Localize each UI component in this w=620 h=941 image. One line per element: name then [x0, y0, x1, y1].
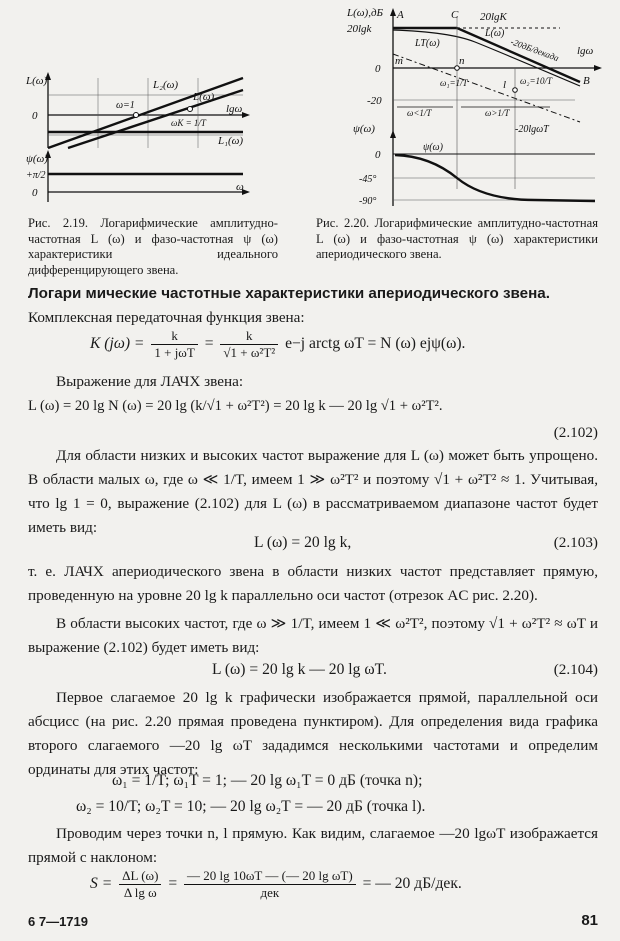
axis-L-db: L(ω),дБ: [347, 7, 384, 19]
eq-S-f1-num: ΔL (ω): [119, 868, 161, 885]
eq-2103: L (ω) = 20 lg k,: [254, 534, 352, 551]
eq-2104: L (ω) = 20 lg k — 20 lg ωT.: [212, 661, 387, 678]
p-first: Первое слагаемое 20 lg k графически изображается прямой, параллельной оси абсцисс (на рис. 2.20 прямая проведена пунктиром). Для определения вида графика второго слагаемого —20 lg ωT зададимся несколькими частотами и определим ординаты для этих частот:: [28, 689, 598, 778]
eq-K-f2-den: √1 + ω²T²: [223, 345, 276, 360]
label-B: B: [583, 75, 590, 87]
label-w1: ω₁=1/T: [440, 78, 468, 88]
axis-psi: ψ(ω): [353, 123, 375, 135]
zero-bottom: 0: [32, 187, 38, 199]
label-n: n: [459, 55, 465, 67]
eq-2102: L (ω) = 20 lg N (ω) = 20 lg (k/√1 + ω²T²) = 20 lg k — 20 lg √1 + ω²T².: [28, 398, 443, 414]
label-L1: L₁(ω): [218, 135, 244, 147]
eqno-2102: (2.102): [553, 424, 598, 441]
footer-signature: 6 7—1719: [28, 914, 88, 929]
axis-L-label: L(ω): [26, 75, 48, 87]
page-number: 81: [581, 912, 598, 929]
label-l: l: [503, 79, 507, 91]
eq-w1: ω₁ = 1/T; ω₁T = 1; — 20 lg ω₁T = 0 дБ (точка n);: [112, 772, 423, 789]
caption-fig-2-19: Рис. 2.19. Логарифмические амплитудно-частотная L (ω) и фазо-частотная ψ (ω) характеристики идеального дифференцирующего звена.: [28, 216, 278, 277]
eqno-2103: (2.103): [553, 534, 598, 551]
label-psi-curve: ψ(ω): [423, 142, 443, 153]
label-m: m: [395, 55, 403, 67]
eq-K-f1-den: 1 + jωT: [154, 345, 195, 360]
section-heading-bold: Логари мические частотные характеристики апериодического звена.: [28, 285, 550, 302]
tick-m90: -90°: [359, 196, 377, 207]
tick-m45: -45°: [359, 174, 377, 185]
figure-2-19: [28, 70, 278, 210]
eq-slope: S = $\frac{\Delta L (\omega)}{\text{Δ lg ω}}$ = $\frac{\text{— 20 lg 10ωT — (— 20 lg ωT)}}{\text{дек}}$ = — 20 дБ/дек.: [90, 868, 462, 900]
label-Lw: L(ω): [485, 28, 505, 39]
eq-w2: ω₂ = 10/T; ω₂T = 10; — 20 lg ω₂T = — 20 дБ (точка l).: [76, 798, 426, 815]
label-LT: LT(ω): [415, 38, 440, 49]
label-L: L(ω): [193, 91, 215, 103]
caption-fig-2-20: Рис. 2.20. Логарифмические амплитудно-частотная L (ω) и фазо-частотная ψ (ω) характеристики апериодического звена.: [316, 216, 598, 261]
label-wgt: ω>1/T: [485, 108, 510, 118]
eq-K-f2-num: k: [220, 328, 278, 345]
tick-0: 0: [375, 63, 381, 75]
label-w2: ω₂=10/T: [520, 76, 553, 86]
section-heading: [28, 282, 598, 330]
p-through: Проводим через точки n, l прямую. Как видим, слагаемое —20 lgωT изображается прямой с наклоном:: [28, 825, 598, 866]
label-slope: -20дБ/декада: [509, 36, 561, 64]
label-20lgK-top: 20lgK: [480, 11, 507, 23]
tick-m20: -20: [367, 95, 382, 107]
label-wlt: ω<1/T: [407, 108, 432, 118]
label-omega1: ω=1: [116, 100, 135, 111]
eq-K-left: K (jω) =: [90, 335, 145, 353]
section-heading-tail: Комплексная передаточная функция звена:: [28, 309, 305, 326]
eq-transfer: K (jω) = $\frac{k}{\text{1 + jωT}}$ = $\frac{k}{\text{√1 + ω²T²}}$ e−j arctg ωT = N (ω) ejψ(ω).: [90, 328, 466, 360]
label-omegaK: ωK = 1/T: [171, 118, 206, 128]
eq-S-right: = — 20 дБ/дек.: [362, 875, 462, 893]
label-A: A: [397, 9, 404, 21]
p-lachx: Выражение для ЛАЧХ звена:: [56, 373, 244, 390]
figure-2-20: [345, 4, 610, 212]
p-simplify: Для области низких и высоких частот выражение для L (ω) может быть упрощено. В области малых ω, где ω ≪ 1/T, имеем 1 ≫ ω²T² и поэтому √1 + ω²T² ≈ 1. Учитывая, что lg 1 = 0, выражение (2.102) для L (ω) в рассматриваемом диапазоне частот будет иметь вид:: [28, 447, 598, 536]
eq-S-f1-den: Δ lg ω: [123, 885, 157, 900]
axis-psi-label: ψ(ω): [26, 153, 48, 165]
eq-S-f2-den: дек: [260, 885, 280, 900]
eq-K-f1-num: k: [151, 328, 197, 345]
eqno-2104: (2.104): [553, 661, 598, 678]
eq-S-left: S =: [90, 875, 113, 893]
label-omega-bottom: ω: [236, 181, 244, 193]
label-C: C: [451, 9, 459, 21]
label-L2: L₂(ω): [153, 79, 179, 91]
zero-top: 0: [32, 110, 38, 122]
tick-psi0: 0: [375, 149, 381, 161]
label-lgw: lgω: [226, 103, 243, 115]
label-20lgwT: -20lgωT: [515, 124, 549, 135]
pi-half-label: +π/2: [26, 170, 46, 181]
eq-S-f2-num: — 20 lg 10ωT — (— 20 lg ωT): [184, 868, 356, 885]
p-low: т. е. ЛАЧХ апериодического звена в области низких частот представляет прямую, проведенную на уровне 20 lg k параллельно оси частот (отрезок AC рис. 2.20).: [28, 563, 598, 604]
p-high: В области высоких частот, где ω ≫ 1/T, имеем 1 ≪ ω²T², поэтому √1 + ω²T² ≈ ωT и выражение (2.102) будет иметь вид:: [28, 615, 598, 656]
eq-K-tail: e−j arctg ωT = N (ω) ejψ(ω).: [285, 335, 466, 353]
label-20lgk-left: 20lgk: [347, 23, 372, 35]
label-lgw: lgω: [577, 45, 594, 57]
